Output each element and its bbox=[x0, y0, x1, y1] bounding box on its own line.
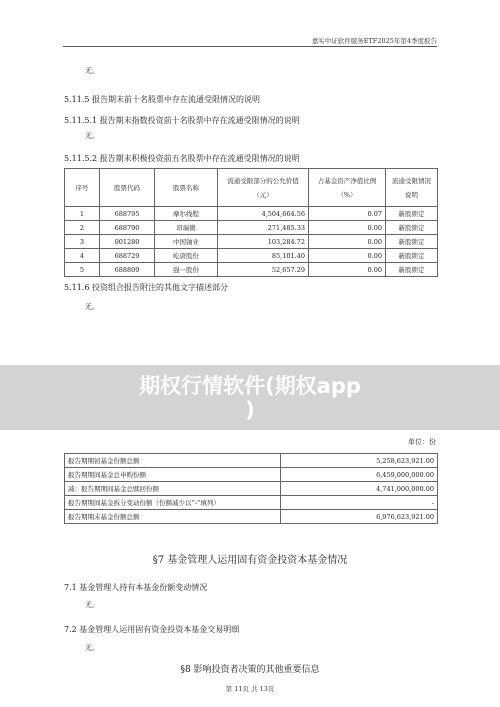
table-cell: 新股锁定 bbox=[386, 207, 438, 221]
watermark-text-line1: 期权行情软件(期权app bbox=[139, 374, 361, 398]
table-header-row bbox=[65, 169, 438, 207]
row-value: - bbox=[281, 496, 438, 510]
header-cell: 流通受限情况说明 bbox=[386, 169, 438, 207]
table-row bbox=[65, 454, 438, 468]
table-cell: 52,657.29 bbox=[218, 263, 309, 277]
table-cell: 4,504,664.56 bbox=[218, 207, 309, 221]
report-header: 嘉实中证软件服务ETF2025年第4季度报告 bbox=[311, 37, 437, 45]
table-row bbox=[65, 263, 438, 277]
table-cell: 5 bbox=[65, 263, 100, 277]
table-cell: 688795 bbox=[100, 207, 155, 221]
table-cell: 3 bbox=[65, 235, 100, 249]
page-footer: 第 11页 共 13页 bbox=[225, 685, 275, 693]
table-cell: 0.07 bbox=[309, 207, 386, 221]
row-value: 4,741,000,000.00 bbox=[281, 482, 438, 496]
header-cell: 股票名称 bbox=[155, 169, 218, 207]
fund-shares-table bbox=[64, 453, 438, 524]
restricted-stocks-table bbox=[64, 168, 438, 277]
table-row bbox=[65, 496, 438, 510]
table-cell: 0.00 bbox=[309, 249, 386, 263]
table-cell: 2 bbox=[65, 221, 100, 235]
section-5-11-6: 5.11.6 投资组合报告附注的其他文字描述部分 bbox=[64, 283, 228, 292]
section-7-2: 7.2 基金管理人运用固有资金投资本基金交易明细 bbox=[64, 625, 240, 634]
watermark-text-line2: ) bbox=[245, 398, 255, 422]
header-cell: 序号 bbox=[65, 169, 100, 207]
table-row bbox=[65, 468, 438, 482]
none-text-4: 无。 bbox=[85, 601, 99, 609]
none-text-5: 无。 bbox=[85, 644, 99, 652]
none-text-2: 无。 bbox=[85, 132, 99, 140]
table-cell: 688809 bbox=[100, 263, 155, 277]
row-value: 6,459,000,000.00 bbox=[281, 468, 438, 482]
table-cell: 85,101.40 bbox=[218, 249, 309, 263]
row-label: 报告期期间基金拆分变动份额（份额减少以“-”填列） bbox=[65, 496, 281, 510]
none-text-1: 无。 bbox=[85, 67, 99, 75]
header-cell: 流通受限部分的公允价值（元） bbox=[218, 169, 309, 207]
table-row bbox=[65, 482, 438, 496]
table-cell: 103,284.72 bbox=[218, 235, 309, 249]
section-5-11-5-1: 5.11.5.1 报告期末指数投资前十名股票中存在流通受限情况的说明 bbox=[64, 116, 300, 125]
table-cell: 4 bbox=[65, 249, 100, 263]
row-label: 报告期期间基金总申购份额 bbox=[65, 468, 281, 482]
header-divider bbox=[63, 46, 437, 47]
header-cell: 占基金资产净值比例（%） bbox=[309, 169, 386, 207]
table-cell: 688790 bbox=[100, 221, 155, 235]
section-5-11-5: 5.11.5 报告期末前十名股票中存在流通受限情况的说明 bbox=[64, 95, 260, 104]
table-cell: 0.00 bbox=[309, 263, 386, 277]
table-cell: 001280 bbox=[100, 235, 155, 249]
section-7-1: 7.1 基金管理人持有本基金份额变动情况 bbox=[64, 583, 208, 592]
table-cell: 昂瑞微 bbox=[155, 221, 218, 235]
section-7-title: §7 基金管理人运用固有资金投资本基金情况 bbox=[152, 555, 348, 566]
table-cell: 强一股份 bbox=[155, 263, 218, 277]
table-row bbox=[65, 221, 438, 235]
section-5-11-5-2: 5.11.5.2 报告期末积极投资前五名股票中存在流通受限情况的说明 bbox=[64, 154, 300, 163]
section-8-title: §8 影响投资者决策的其他重要信息 bbox=[180, 665, 320, 675]
table-cell: 0.00 bbox=[309, 221, 386, 235]
row-value: 6,976,623,921.00 bbox=[281, 510, 438, 524]
table-cell: 688729 bbox=[100, 249, 155, 263]
header-cell: 股票代码 bbox=[100, 169, 155, 207]
row-value: 5,258,623,921.00 bbox=[281, 454, 438, 468]
table-cell: 0.00 bbox=[309, 235, 386, 249]
table-cell: 新股锁定 bbox=[386, 249, 438, 263]
table-cell: 屹唐股份 bbox=[155, 249, 218, 263]
none-text-3: 无。 bbox=[85, 303, 99, 311]
table-cell: 新股锁定 bbox=[386, 263, 438, 277]
table-cell: 271,485.33 bbox=[218, 221, 309, 235]
table-row bbox=[65, 235, 438, 249]
table-cell: 1 bbox=[65, 207, 100, 221]
row-label: 报告期期末基金份额总额 bbox=[65, 510, 281, 524]
table-cell: 新股锁定 bbox=[386, 221, 438, 235]
row-label: 减：报告期期间基金总赎回份额 bbox=[65, 482, 281, 496]
table-row bbox=[65, 207, 438, 221]
table-cell: 摩尔线程 bbox=[155, 207, 218, 221]
table-cell: 中国铀业 bbox=[155, 235, 218, 249]
table-row bbox=[65, 510, 438, 524]
row-label: 报告期期初基金份额总额 bbox=[65, 454, 281, 468]
unit-label: 单位：份 bbox=[408, 438, 436, 446]
table-row bbox=[65, 249, 438, 263]
table-cell: 新股锁定 bbox=[386, 235, 438, 249]
